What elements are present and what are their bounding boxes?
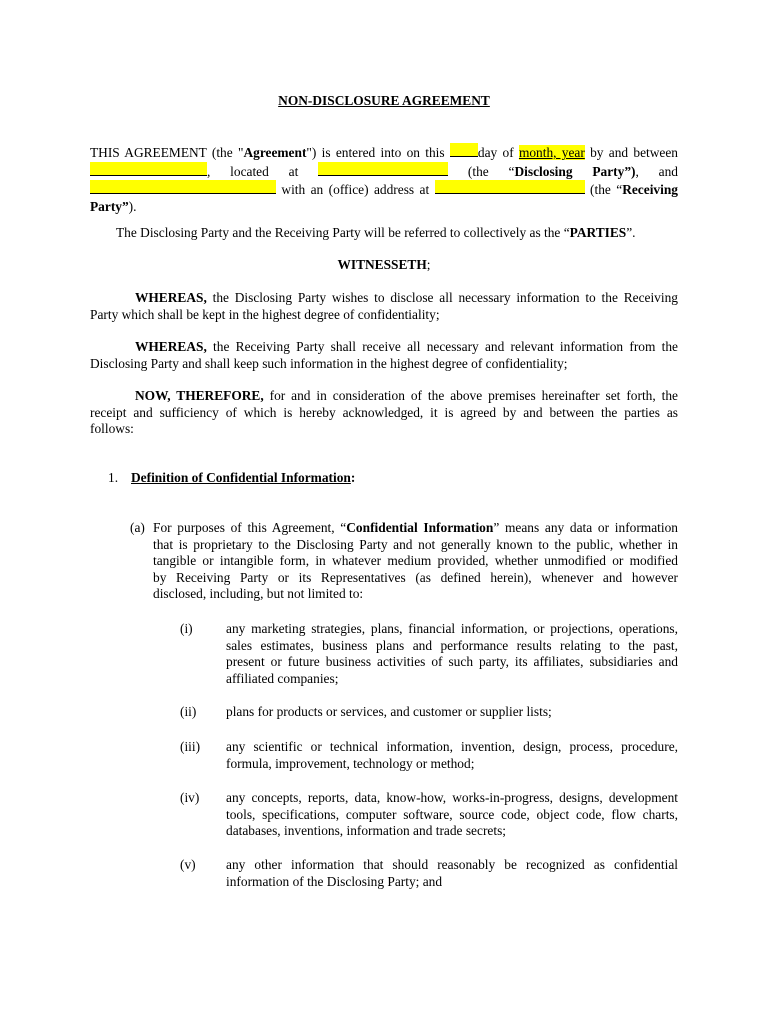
section-1-number: 1. (108, 470, 119, 485)
day-blank (450, 143, 478, 157)
disclosing-party-name-blank (90, 162, 207, 176)
now-therefore-clause: NOW, THEREFORE, for and in consideration of the above premises hereinafter set forth, the receipt and sufficiency of which is hereby acknowledged, it is agreed by and between the parties as follows: (90, 388, 678, 437)
intro-line-1: THIS AGREEMENT (the "Agreement") is entered into on this day of month, year by and between (90, 145, 678, 160)
document-title: NON-DISCLOSURE AGREEMENT (278, 93, 490, 108)
intro-line-3: with an (office) address at (the “Receiving (90, 180, 678, 199)
whereas-clause-1: WHEREAS, the Disclosing Party wishes to disclose all necessary information to the Receiving Party which shall be kept in the highest degree of confidentiality; (90, 290, 678, 322)
receiving-party-name-blank (90, 180, 276, 194)
parties-line: The Disclosing Party and the Receiving Party will be referred to collectively as the “PARTIES”. (116, 225, 636, 240)
intro-line-2: , located at (the “Disclosing Party”), and (90, 162, 678, 181)
disclosing-party-address-blank (318, 162, 448, 176)
whereas-clause-2: WHEREAS, the Receiving Party shall receive all necessary and relevant information from the Disclosing Party and shall keep such information in the highest degree of confidentiality; (90, 339, 678, 371)
month-year-field: month, year (518, 145, 585, 160)
document-page: NON-DISCLOSURE AGREEMENT THIS AGREEMENT (the "Agreement") is entered into on this day of month, year by and between , located at (the “Disclosing Party”), and with an (office) address at (the “Receiving Party”). The Disclosing Party and the Receiving Party will be referred to collectively as the “PARTIES”. WITNESSETH; WHEREAS, the Disclosing Party wishes to disclose all necessary information to the Receiving Party which shall be kept in the highest degree of confidentiality; WHEREAS, the Receiving Party shall receive all necessary and relevant information from the Disclosing Party and shall keep such information in the highest degree of confidentiality; NOW, THEREFORE, for and in consideration of the above premises hereinafter set forth, the receipt and sufficiency of which is hereby acknowledged, it is agreed by and between the parties as follows: 1. Definition of Confidential Information: (a) For purposes of this Agreement, “Confidential Information” means any data or information that is proprietary to the Disclosing Party and not generally known to the public, whether in tangible or intangible form, in whatever medium provided, whether unmodified or modified by Receiving Party or its Representatives (as defined herein), whenever and however disclosed, including, but not limited to: (i) any marketing strategies, plans, financial information, or projections, operations, sales estimates, business plans and performance results relating to the past, present or future business activities of such party, its affiliates, subsidiaries and affiliated companies; (ii) plans for products or services, and customer or supplier lists; (iii) any scientific or technical information, invention, design, process, procedure, formula, improvement, technology or method; (iv) any concepts, reports, data, know-how, works-in-progress, designs, development tools, specifications, computer software, source code, object code, flow charts, databases, inventions, information and trade secrets; (v) any other information that should reasonably be recognized as confidential information of the Disclosing Party; and (0, 0, 768, 1024)
intro-paragraph (90, 143, 678, 215)
section-1-title: Definition of Confidential Information: (131, 470, 356, 485)
receiving-party-address-blank (435, 180, 585, 194)
clause-a-label: (a) (130, 520, 145, 535)
intro-line-4: Party”). (90, 198, 137, 214)
witnesseth-heading: WITNESSETH; (337, 257, 431, 272)
clause-a-text: For purposes of this Agreement, “Confidential Information” means any data or information that is proprietary to the Disclosing Party and not generally known to the public, whether in tangible or intangible form, in whatever medium provided, whether unmodified or modified by Receiving Party or its Representatives (as defined herein), whenever and however disclosed, including, but not limited to: (153, 520, 678, 602)
